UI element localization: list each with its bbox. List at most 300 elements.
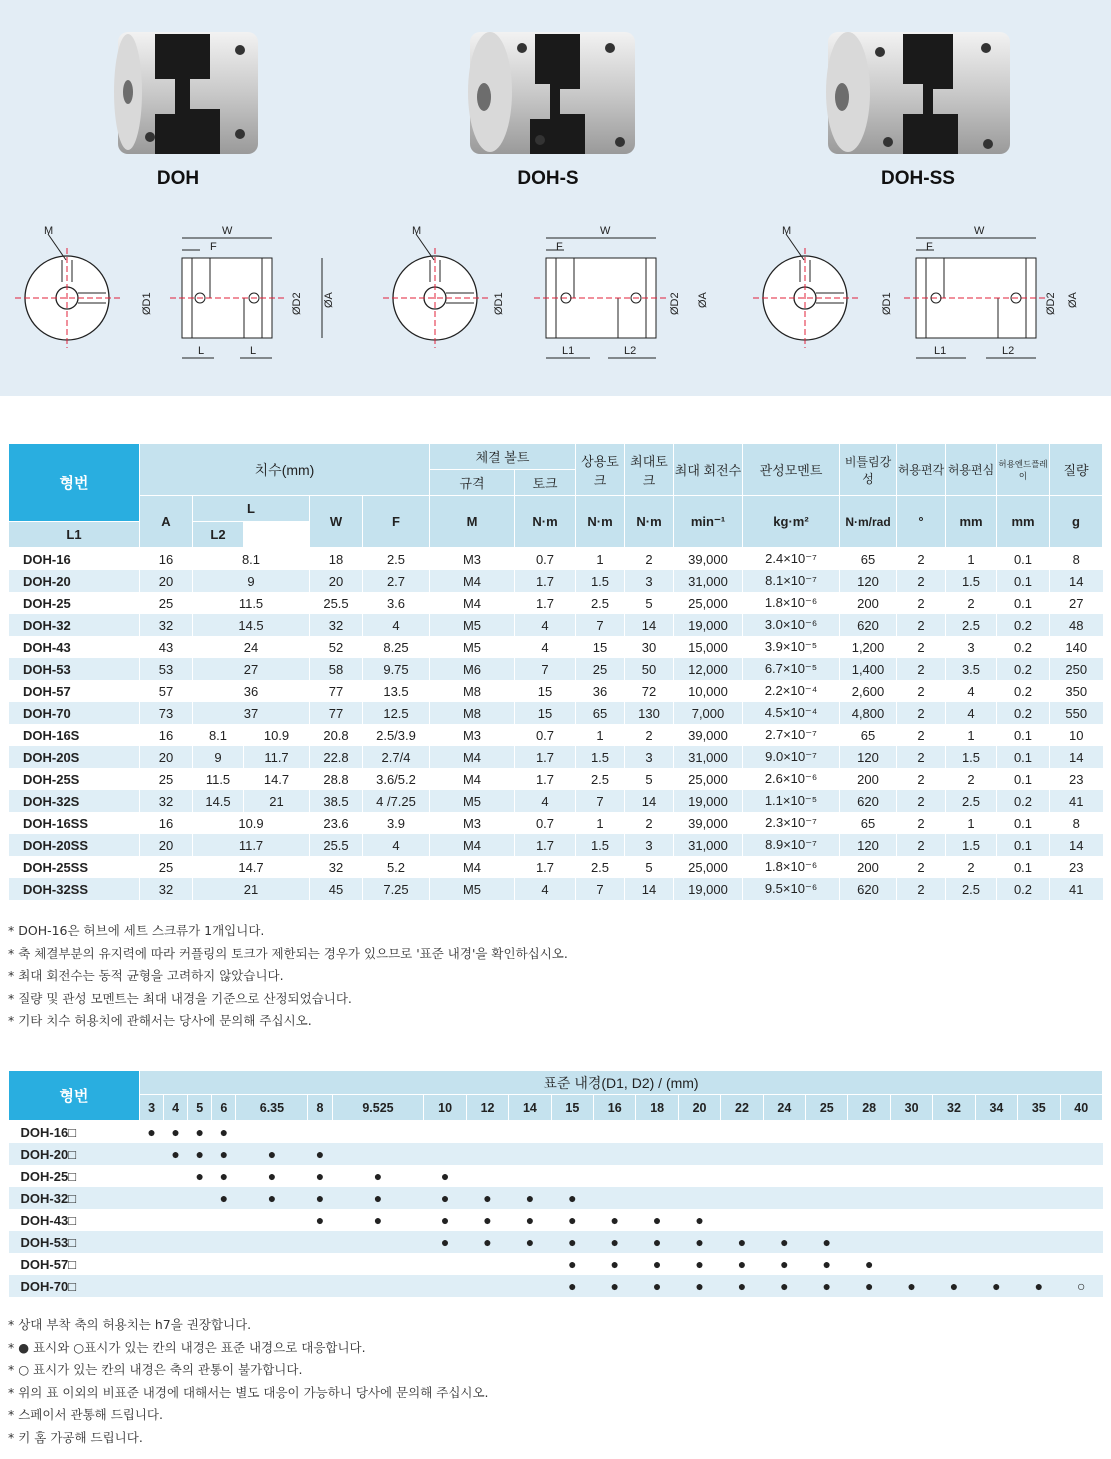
cell-ang: 2 — [897, 702, 946, 724]
cell-f: 9.75 — [363, 658, 430, 680]
cell-w: 20.8 — [310, 724, 363, 746]
cell-w: 52 — [310, 636, 363, 658]
bore-mark: ● — [315, 1168, 325, 1184]
cell-ts: 1,400 — [840, 658, 897, 680]
cell-ts: 200 — [840, 592, 897, 614]
bore-mark — [164, 1231, 188, 1253]
bore-mark: ● — [424, 1187, 466, 1209]
bore-mark — [332, 1143, 424, 1165]
bore-mark — [308, 1121, 332, 1144]
bore-mark — [164, 1275, 188, 1297]
cell-rt: 1.5 — [576, 570, 625, 592]
cell-bt: 0.7 — [515, 548, 576, 571]
cell-par: 1 — [946, 724, 997, 746]
dim-label-m: M — [412, 225, 422, 237]
cell-l2: 21 — [244, 790, 310, 812]
product-label-doh: DOH — [156, 168, 200, 189]
bore-col-model: 형번 — [9, 1071, 140, 1121]
bore-mark: ● — [636, 1275, 678, 1297]
bore-mark — [975, 1121, 1017, 1144]
cell-f: 5.2 — [363, 856, 430, 878]
bore-mark: ○ — [1060, 1275, 1103, 1297]
table-row — [9, 1187, 1103, 1209]
bore-mark: ● — [440, 1168, 450, 1184]
bore-mark — [140, 1187, 164, 1209]
cell-mt: 2 — [625, 724, 674, 746]
bore-size-header: 25 — [806, 1095, 848, 1121]
dim-label-m: M — [44, 225, 54, 237]
bore-mark — [140, 1165, 164, 1187]
cell-bt: 4 — [515, 878, 576, 900]
cell-ang: 2 — [897, 834, 946, 856]
table-row — [9, 658, 1103, 680]
bore-title: 표준 내경(D1, D2) / (mm) — [140, 1071, 1103, 1095]
bore-mark — [164, 1253, 188, 1275]
cell-ang: 2 — [897, 658, 946, 680]
cell-sp: 10,000 — [674, 680, 743, 702]
cell-m: M4 — [430, 570, 515, 592]
cell-ts: 65 — [840, 724, 897, 746]
cell-a: 43 — [140, 636, 193, 658]
table-row — [9, 1231, 1103, 1253]
bore-mark — [848, 1187, 890, 1209]
cell-par: 2 — [946, 768, 997, 790]
cell-ax: 0.1 — [997, 768, 1050, 790]
cell-l: 37 — [193, 702, 310, 724]
cell-rt: 7 — [576, 790, 625, 812]
table-row — [9, 636, 1103, 658]
cell-m: M3 — [430, 548, 515, 571]
bore-mark — [678, 1143, 720, 1165]
bore-mark: ● — [652, 1256, 662, 1272]
bore-mark — [848, 1121, 890, 1144]
bore-mark — [848, 1143, 890, 1165]
table-row — [9, 724, 1103, 746]
bore-mark: ● — [890, 1275, 932, 1297]
cell-par: 4 — [946, 680, 997, 702]
cell-g: 8 — [1050, 548, 1103, 571]
cell-ang: 2 — [897, 548, 946, 571]
bore-mark — [890, 1165, 932, 1187]
bore-mark — [1060, 1143, 1103, 1165]
bore-mark: ● — [822, 1256, 831, 1272]
cell-m: M6 — [430, 658, 515, 680]
cell-f: 12.5 — [363, 702, 430, 724]
note-line: * 키 홈 가공해 드립니다. — [8, 1429, 143, 1445]
table-row — [9, 1121, 1103, 1144]
bore-size-header: 18 — [636, 1095, 678, 1121]
dim-label-l-left: L — [198, 345, 205, 357]
cell-model: DOH-57 — [9, 680, 140, 702]
bore-mark — [164, 1187, 188, 1209]
dim-label-f: F — [556, 241, 563, 253]
cell-g: 350 — [1050, 680, 1103, 702]
bore-mark — [933, 1209, 975, 1231]
cell-ang: 2 — [897, 592, 946, 614]
bore-mark: ● — [975, 1275, 1017, 1297]
col-max-unit: N·m — [625, 496, 674, 548]
cell-l1: 8.1 — [193, 724, 244, 746]
note-line: * 기타 치수 허용치에 관해서는 당사에 문의해 주십시오. — [8, 1013, 312, 1028]
cell-model: DOH-25SS — [9, 856, 140, 878]
cell-in: 6.7×10⁻⁵ — [743, 658, 840, 680]
cell-ax: 0.2 — [997, 658, 1050, 680]
cell-a: 16 — [140, 812, 193, 834]
cell-ang: 2 — [897, 812, 946, 834]
dim-label-l2: L2 — [624, 345, 637, 357]
cell-bt: 1.7 — [515, 834, 576, 856]
cell-w: 18 — [310, 548, 363, 571]
bore-mark — [975, 1143, 1017, 1165]
cell-a: 57 — [140, 680, 193, 702]
bore-mark — [1060, 1209, 1103, 1231]
cell-rt: 7 — [576, 878, 625, 900]
cell-m: M4 — [430, 856, 515, 878]
cell-bt: 0.7 — [515, 812, 576, 834]
cell-model: DOH-16SS — [9, 812, 140, 834]
cell-l: 14.5 — [193, 614, 310, 636]
bore-mark — [140, 1143, 164, 1165]
dim-label-f: F — [210, 241, 217, 253]
bore-mark — [933, 1165, 975, 1187]
col-bolt-spec: 규격 — [430, 470, 515, 496]
cell-f: 4 — [363, 834, 430, 856]
cell-f: 2.7/4 — [363, 746, 430, 768]
dim-label-d2: ØD2 — [291, 292, 303, 315]
bore-mark: ● — [848, 1275, 890, 1297]
col-rated-torque: 상용토크 — [576, 444, 625, 496]
spec-notes — [8, 920, 568, 1033]
bore-size-header: 34 — [975, 1095, 1017, 1121]
col-inertia-unit: kg·m² — [743, 496, 840, 548]
bore-mark: ● — [236, 1143, 308, 1165]
cell-model: DOH-53 — [9, 658, 140, 680]
bore-size-header: 20 — [678, 1095, 720, 1121]
dim-label-d1: ØD1 — [493, 292, 505, 315]
cell-ts: 620 — [840, 614, 897, 636]
cell-mt: 50 — [625, 658, 674, 680]
bore-mark — [721, 1143, 763, 1165]
cell-in: 2.7×10⁻⁷ — [743, 724, 840, 746]
cell-mt: 30 — [625, 636, 674, 658]
bore-mark — [551, 1121, 593, 1144]
cell-in: 8.9×10⁻⁷ — [743, 834, 840, 856]
bore-size-header: 6 — [212, 1095, 236, 1121]
bore-mark — [424, 1143, 466, 1165]
cell-sp: 31,000 — [674, 570, 743, 592]
bore-table — [8, 1070, 1103, 1297]
spec-table — [8, 443, 1103, 900]
table-row — [9, 1253, 1103, 1275]
bore-mark: ● — [267, 1168, 277, 1184]
cell-l: 11.7 — [193, 834, 310, 856]
bore-mark — [188, 1253, 212, 1275]
cell-sp: 19,000 — [674, 790, 743, 812]
note-line: * 질량 및 관성 모멘트는 최대 내경을 기준으로 산정되었습니다. — [8, 990, 352, 1006]
bore-mark: ● — [147, 1124, 156, 1140]
bore-mark: ● — [308, 1143, 332, 1165]
cell-model: DOH-16 — [9, 548, 140, 571]
cell-f: 3.6 — [363, 592, 430, 614]
cell-ax: 0.2 — [997, 614, 1050, 636]
table-row — [9, 790, 1103, 812]
col-l: L — [193, 496, 310, 522]
bore-mark: ● — [610, 1256, 619, 1272]
bore-mark — [721, 1121, 763, 1144]
cell-ax: 0.1 — [997, 746, 1050, 768]
cell-l2: 14.7 — [244, 768, 310, 790]
bore-mark — [933, 1253, 975, 1275]
cell-sp: 39,000 — [674, 724, 743, 746]
cell-ang: 2 — [897, 680, 946, 702]
cell-par: 1.5 — [946, 746, 997, 768]
bore-mark — [890, 1121, 932, 1144]
bore-mark — [466, 1121, 508, 1144]
cell-mt: 5 — [625, 768, 674, 790]
table-row — [9, 856, 1103, 878]
cell-rt: 7 — [576, 614, 625, 636]
bore-mark — [332, 1121, 424, 1144]
bore-mark — [933, 1231, 975, 1253]
bore-mark: ● — [763, 1275, 805, 1297]
table-row — [9, 812, 1103, 834]
cell-mt: 130 — [625, 702, 674, 724]
cell-l2: 10.9 — [244, 724, 310, 746]
col-mass-unit: g — [1050, 496, 1103, 548]
cell-f: 7.25 — [363, 878, 430, 900]
table-row — [9, 1209, 1103, 1231]
bore-mark — [890, 1253, 932, 1275]
col-axial: 허용엔드플레이 — [997, 444, 1050, 496]
cell-rt: 1 — [576, 724, 625, 746]
cell-l: 36 — [193, 680, 310, 702]
cell-in: 1.8×10⁻⁶ — [743, 856, 840, 878]
cell-m: M5 — [430, 614, 515, 636]
bore-mark — [594, 1165, 636, 1187]
cell-bt: 4 — [515, 790, 576, 812]
cell-bt: 0.7 — [515, 724, 576, 746]
bore-mark — [140, 1231, 164, 1253]
table-row — [9, 614, 1103, 636]
bore-mark — [1060, 1231, 1103, 1253]
cell-par: 1.5 — [946, 570, 997, 592]
table-row — [9, 878, 1103, 900]
bore-size-header: 35 — [1018, 1095, 1060, 1121]
bore-mark — [424, 1253, 466, 1275]
bore-mark — [594, 1143, 636, 1165]
cell-g: 23 — [1050, 856, 1103, 878]
bore-mark — [975, 1231, 1017, 1253]
bore-mark — [1018, 1165, 1060, 1187]
bore-size-header: 16 — [594, 1095, 636, 1121]
bore-mark — [890, 1187, 932, 1209]
cell-in: 2.6×10⁻⁶ — [743, 768, 840, 790]
bore-size-header: 9.525 — [332, 1095, 424, 1121]
dim-label-l1: L1 — [934, 345, 947, 357]
cell-m: M5 — [430, 636, 515, 658]
bore-mark: ● — [806, 1275, 848, 1297]
col-l1: L1 — [9, 522, 140, 548]
cell-model: DOH-16S — [9, 724, 140, 746]
bore-size-header: 40 — [1060, 1095, 1103, 1121]
bore-mark: ● — [551, 1187, 593, 1209]
bore-mark: ● — [466, 1231, 508, 1253]
cell-l: 8.1 — [193, 548, 310, 571]
bore-mark: ● — [678, 1231, 720, 1253]
cell-bt: 7 — [515, 658, 576, 680]
note-line: * 스페이서 관통해 드립니다. — [8, 1407, 163, 1422]
bore-mark — [763, 1121, 805, 1144]
table-row — [9, 1275, 1103, 1297]
cell-rt: 15 — [576, 636, 625, 658]
bore-mark — [1018, 1231, 1060, 1253]
cell-m: M5 — [430, 878, 515, 900]
bore-mark — [188, 1231, 212, 1253]
cell-ts: 120 — [840, 834, 897, 856]
bore-mark — [424, 1121, 466, 1144]
cell-in: 4.5×10⁻⁴ — [743, 702, 840, 724]
cell-m: M5 — [430, 790, 515, 812]
cell-mt: 72 — [625, 680, 674, 702]
cell-mt: 14 — [625, 790, 674, 812]
cell-rt: 36 — [576, 680, 625, 702]
cell-par: 4 — [946, 702, 997, 724]
coupling-photo-doh-s — [450, 22, 650, 162]
cell-g: 41 — [1050, 790, 1103, 812]
cell-m: M3 — [430, 724, 515, 746]
bore-mark — [308, 1275, 332, 1297]
cell-mt: 5 — [625, 592, 674, 614]
cell-m: M4 — [430, 746, 515, 768]
cell-mt: 5 — [625, 856, 674, 878]
table-row — [9, 548, 1103, 571]
bore-mark: ● — [509, 1187, 551, 1209]
cell-a: 20 — [140, 570, 193, 592]
cell-bt: 1.7 — [515, 592, 576, 614]
table-row — [9, 680, 1103, 702]
bore-model: DOH-20□ — [9, 1143, 140, 1165]
bore-mark — [1018, 1143, 1060, 1165]
col-speed-unit: min⁻¹ — [674, 496, 743, 548]
bore-mark — [332, 1253, 424, 1275]
bore-model: DOH-70□ — [9, 1275, 140, 1297]
cell-ang: 2 — [897, 768, 946, 790]
cell-rt: 1.5 — [576, 834, 625, 856]
note-line: * 축 체결부분의 유지력에 따라 커플링의 토크가 제한되는 경우가 있으므로 '표준 내경'을 확인하십시오. — [8, 945, 568, 961]
cell-a: 25 — [140, 856, 193, 878]
cell-l: 14.7 — [193, 856, 310, 878]
col-l2: L2 — [193, 522, 244, 548]
bore-mark: ● — [763, 1231, 805, 1253]
bore-mark — [509, 1253, 551, 1275]
col-m: M — [430, 496, 515, 548]
bore-mark — [212, 1275, 236, 1297]
col-bolt-torque: 토크 — [515, 470, 576, 496]
col-model: 형번 — [9, 444, 140, 522]
cell-sp: 25,000 — [674, 856, 743, 878]
cell-model: DOH-20SS — [9, 834, 140, 856]
bore-mark — [975, 1253, 1017, 1275]
table-row — [9, 570, 1103, 592]
col-w: W — [310, 496, 363, 548]
bore-mark: ● — [594, 1231, 636, 1253]
cell-par: 2 — [946, 856, 997, 878]
bore-size-header: 22 — [721, 1095, 763, 1121]
bore-mark: ● — [219, 1168, 229, 1184]
bore-mark — [678, 1165, 720, 1187]
bore-mark — [636, 1187, 678, 1209]
bore-mark — [551, 1165, 593, 1187]
bore-mark — [594, 1187, 636, 1209]
bore-mark — [509, 1275, 551, 1297]
bore-mark — [308, 1231, 332, 1253]
cell-rt: 1 — [576, 548, 625, 571]
bore-mark: ● — [466, 1187, 508, 1209]
col-torsional: 비틀림강성 — [840, 444, 897, 496]
cell-ax: 0.2 — [997, 878, 1050, 900]
col-max-speed: 최대 회전수 — [674, 444, 743, 496]
bore-mark — [164, 1209, 188, 1231]
cell-ang: 2 — [897, 570, 946, 592]
cell-model: DOH-32SS — [9, 878, 140, 900]
cell-ax: 0.1 — [997, 812, 1050, 834]
bore-mark: ● — [652, 1212, 662, 1228]
cell-par: 1.5 — [946, 834, 997, 856]
col-f: F — [363, 496, 430, 548]
cell-model: DOH-70 — [9, 702, 140, 724]
bore-mark — [236, 1121, 308, 1144]
bore-mark: ● — [195, 1124, 204, 1140]
bore-size-header: 4 — [164, 1095, 188, 1121]
bore-mark: ● — [219, 1124, 229, 1140]
bore-mark — [551, 1143, 593, 1165]
cell-ang: 2 — [897, 856, 946, 878]
bore-mark: ● — [933, 1275, 975, 1297]
bore-mark: ● — [308, 1187, 332, 1209]
cell-par: 1 — [946, 548, 997, 571]
bore-mark — [636, 1165, 678, 1187]
bore-mark: ● — [509, 1231, 551, 1253]
bore-mark — [806, 1187, 848, 1209]
cell-sp: 39,000 — [674, 548, 743, 571]
bore-mark — [806, 1165, 848, 1187]
bore-model: DOH-32□ — [9, 1187, 140, 1209]
cell-w: 77 — [310, 680, 363, 702]
cell-sp: 31,000 — [674, 834, 743, 856]
bore-mark — [890, 1231, 932, 1253]
col-parallel-unit: mm — [946, 496, 997, 548]
cell-in: 9.5×10⁻⁶ — [743, 878, 840, 900]
cell-w: 38.5 — [310, 790, 363, 812]
cell-bt: 4 — [515, 614, 576, 636]
bore-mark — [140, 1275, 164, 1297]
cell-l1: 9 — [193, 746, 244, 768]
dim-label-l2: L2 — [1002, 345, 1015, 357]
note-line: * DOH-16은 허브에 세트 스크류가 1개입니다. — [8, 923, 265, 938]
product-label-doh-s: DOH-S — [517, 168, 579, 189]
bore-mark — [763, 1165, 805, 1187]
note-line: * ○ 표시가 있는 칸의 내경은 축의 관통이 불가합니다. — [8, 1362, 303, 1377]
bore-mark: ● — [721, 1231, 763, 1253]
table-row — [9, 592, 1103, 614]
bore-model: DOH-57□ — [20, 1256, 77, 1272]
cell-f: 2.7 — [363, 570, 430, 592]
cell-g: 140 — [1050, 636, 1103, 658]
coupling-photo-doh-ss — [808, 22, 1023, 162]
cell-l: 9 — [193, 570, 310, 592]
bore-mark — [188, 1209, 212, 1231]
bore-size-header: 24 — [763, 1095, 805, 1121]
